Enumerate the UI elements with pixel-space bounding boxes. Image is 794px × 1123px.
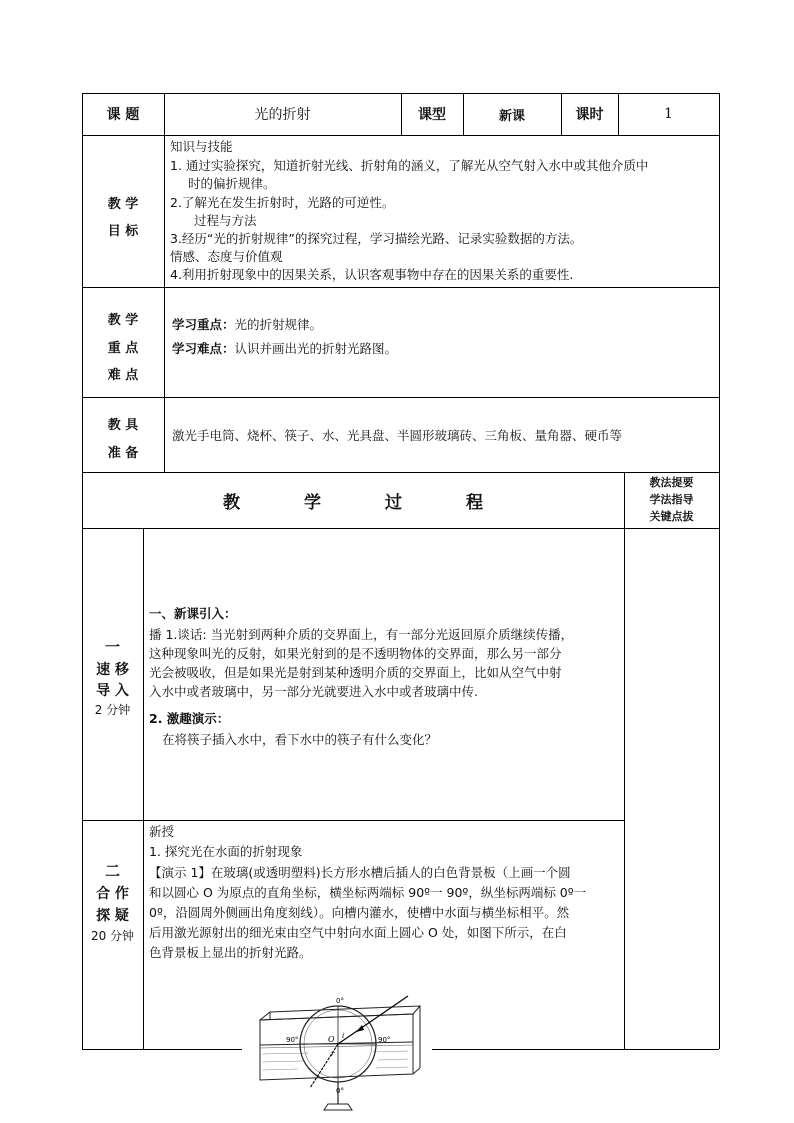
figure-top-label: 0° xyxy=(336,997,344,1005)
section1-line: 入水中或者玻璃中，另一部分光就要进入水中或者玻璃中传. xyxy=(149,684,478,699)
figure-center-label: O xyxy=(328,1035,335,1044)
period-value: 1 xyxy=(664,106,673,122)
section1-demo-text: 在将筷子插入水中，看下水中的筷子有什么变化？ xyxy=(162,732,438,747)
section2-line: 色背景板上显出的折射光路。 xyxy=(149,945,312,960)
difficult-point-value: 认识并画出光的折射光路图。 xyxy=(234,341,398,356)
period-label: 课时 xyxy=(575,107,604,123)
side-note: 学法指导 xyxy=(649,493,694,506)
goals-line: 1. 通过实验探究，知道折射光线、折射角的涵义，了解光从空气射入水中或其他介质中 xyxy=(170,158,649,173)
section2-line: 后用激光源射出的细光束由空气中射向水面上圆心 O 处，如图下所示，在白 xyxy=(149,925,567,940)
key-point-label: 学习重点： xyxy=(172,317,235,332)
section2-name-1: 合 作 xyxy=(96,886,129,902)
section1-time: 2 分钟 xyxy=(94,703,131,717)
section2-line: 0º，沿圆周外侧画出角度刻线）。向槽内灌水，使槽中水面与横坐标相平。然 xyxy=(149,905,570,920)
process-title-char: 过 xyxy=(385,492,402,513)
key-point-value: 光的折射规律。 xyxy=(234,317,323,332)
process-side-notes xyxy=(624,474,719,525)
section1-name-1: 速 移 xyxy=(96,662,129,678)
goals-line: 情感、态度与价值观 xyxy=(170,249,283,264)
section1-dash: 一 xyxy=(104,638,120,656)
goals-line: 过程与方法 xyxy=(194,213,257,228)
focus-label-1: 教 学 xyxy=(107,313,139,328)
goals-line: 4.利用折射现象中的因果关系，认识客观事物中存在的因果关系的重要性. xyxy=(170,267,574,282)
figure-left-label: 90° xyxy=(286,1036,299,1044)
key-point xyxy=(172,316,322,333)
goals-line: 2.了解光在发生折射时，光路的可逆性。 xyxy=(170,195,395,210)
process-title-char: 学 xyxy=(304,492,321,513)
figure-bottom-label: 0° xyxy=(336,1087,344,1095)
figure-r-label: r xyxy=(331,1050,335,1058)
goals-line: 时的偏折规律。 xyxy=(188,176,276,191)
figure-right-label: 90° xyxy=(378,1036,391,1044)
refraction-apparatus-figure xyxy=(248,992,428,1122)
section2-name-2: 探 疑 xyxy=(96,908,129,924)
type-value: 新课 xyxy=(498,108,525,124)
tools-label-2: 准 备 xyxy=(107,446,139,461)
side-note: 关键点拔 xyxy=(649,510,694,523)
section2-line: 【演示 1】在玻璃(或透明塑料)长方形水槽后插人的白色背景板（上画一个圆 xyxy=(149,865,571,880)
process-title-char: 教 xyxy=(223,492,240,513)
section1-heading: 一、新课引入： xyxy=(149,606,237,621)
difficult-point-label: 学习难点： xyxy=(172,341,235,356)
side-note: 教法提要 xyxy=(649,476,694,489)
goals-label-2: 目 标 xyxy=(107,224,139,239)
section2-dash: 二 xyxy=(104,862,120,880)
process-title xyxy=(82,472,624,528)
course-title: 光的折射 xyxy=(254,107,311,123)
section1-name-2: 导 入 xyxy=(96,683,129,699)
section2-heading: 新授 xyxy=(149,824,175,839)
course-label: 课 题 xyxy=(106,107,140,123)
focus-label-2: 重 点 xyxy=(107,341,139,356)
section1-line: 播 1.谈话: 当光射到两种介质的交界面上，有一部分光返回原介质继续传播， xyxy=(149,627,574,642)
section2-sub: 1. 探究光在水面的折射现象 xyxy=(149,844,303,859)
tools-list: 激光手电筒、烧杯、筷子、水、光具盘、半圆形玻璃砖、三角板、量角器、硬币等 xyxy=(172,428,623,443)
tools-label-1: 教 具 xyxy=(107,418,139,433)
focus-label-3: 难 点 xyxy=(107,368,139,383)
process-title-char: 程 xyxy=(466,492,483,513)
section2-time: 20 分钟 xyxy=(90,929,135,943)
goals-line: 知识与技能 xyxy=(170,139,233,154)
section1-line: 光会被吸收，但是如果光是射到某种透明介质的交界面上，比如从空气中射 xyxy=(149,665,562,680)
section2-line: 和以圆心 O 为原点的直角坐标，横坐标两端标 90º一 90º，纵坐标两端标 0º一 xyxy=(149,885,587,900)
difficult-point xyxy=(172,340,397,357)
figure-i-label: i xyxy=(342,1032,345,1040)
type-label: 课型 xyxy=(418,107,446,123)
goals-label-1: 教 学 xyxy=(107,197,139,212)
section1-demo-label: 2. 激趣演示： xyxy=(149,711,230,726)
goals-line: 3.经历“光的折射规律”的探究过程，学习描绘光路、记录实验数据的方法。 xyxy=(170,231,583,246)
section1-line: 这种现象叫光的反射，如果光射到的是不透明物体的交界面，那么另一部分 xyxy=(149,646,562,661)
